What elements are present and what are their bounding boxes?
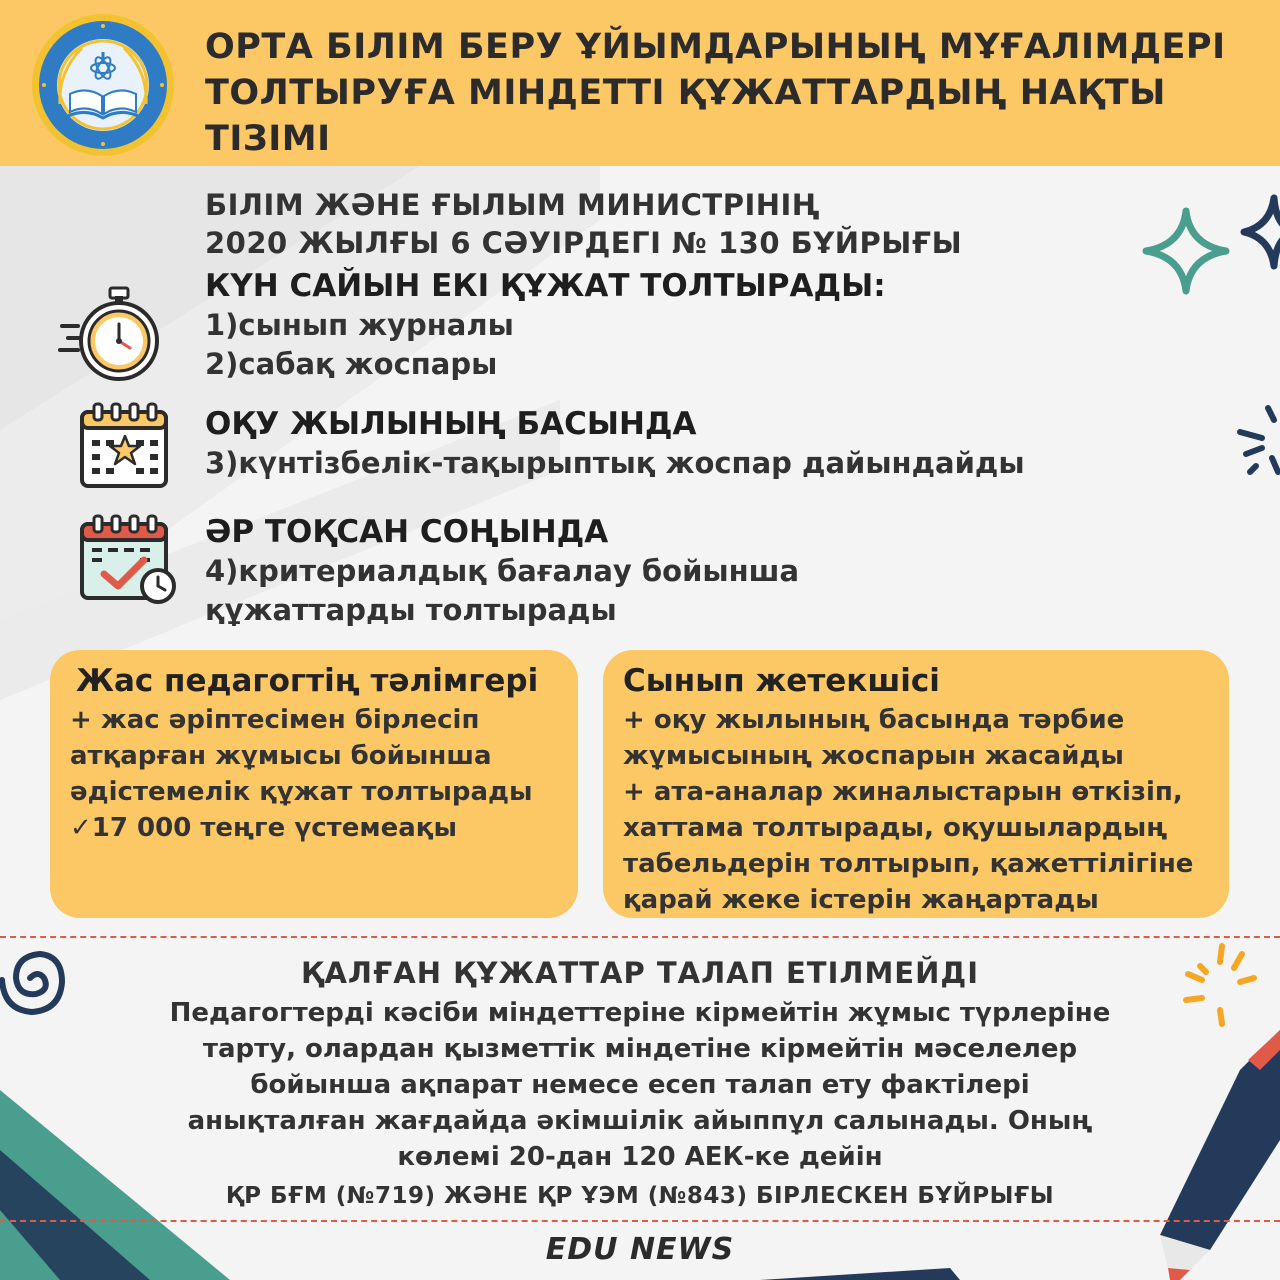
- note-line: Педагогтерді кәсіби міндеттеріне кірмейтін жұмыс түрлеріне: [169, 998, 1111, 1028]
- joint-order: ҚР БҒМ (№719) ЖӘНЕ ҚР ҰЭМ (№843) БІРЛЕСКЕН БҰЙРЫҒЫ: [225, 1183, 1055, 1209]
- quarter-end-section: [205, 512, 799, 630]
- list-item: құжаттарды толтырады: [205, 593, 617, 627]
- dashed-divider: [0, 1220, 1280, 1222]
- card-title: Сынып жетекшісі: [623, 663, 940, 699]
- dashed-divider: [0, 936, 1280, 938]
- card-line: жұмысының жоспарын жасайды: [623, 741, 1124, 771]
- sparkle-navy-icon: [1234, 192, 1280, 272]
- year-start-section: [205, 404, 1025, 483]
- page-title: ОРТА БІЛІМ БЕРУ ҰЙЫМДАРЫНЫҢ МҰҒАЛІМДЕРІ ТОЛТЫРУҒА МІНДЕТТІ ҚҰЖАТТАРДЫҢ НАҚТЫ ТІЗІМІ: [205, 27, 1226, 159]
- note-line: бойынша ақпарат немесе есеп талап ету фактілері: [250, 1070, 1030, 1100]
- card-title: Жас педагогтің тәлімгері: [76, 663, 539, 699]
- header-banner: [0, 0, 1280, 166]
- class-teacher-card: [603, 650, 1229, 918]
- mentor-card: [50, 650, 578, 918]
- list-item: 2)сабақ жоспары: [205, 347, 498, 381]
- list-item: 1)сынып журналы: [205, 308, 514, 342]
- order-line: 2020 ЖЫЛҒЫ 6 СӘУІРДЕГІ № 130 БҰЙРЫҒЫ: [205, 226, 963, 260]
- card-line: хаттама толтырады, оқушылардың: [623, 813, 1168, 843]
- calendar-check-icon: [78, 514, 178, 606]
- section-heading: ОҚУ ЖЫЛЫНЫҢ БАСЫНДА: [205, 406, 697, 442]
- note-line: көлемі 20-дан 120 АЕК-ке дейін: [397, 1142, 883, 1172]
- brand-label: EDU NEWS: [545, 1232, 735, 1267]
- note-line: тарту, олардан қызметтік міндетіне кірмейтін мәселелер: [202, 1034, 1078, 1064]
- card-line: + жас әріптесімен бірлесіп: [70, 705, 480, 735]
- section-heading: КҮН САЙЫН ЕКІ ҚҰЖАТ ТОЛТЫРАДЫ:: [205, 268, 886, 304]
- note-line: анықталған жағдайда әкімшілік айыппұл салынады. Оның: [187, 1106, 1093, 1136]
- card-line: әдістемелік құжат толтырады: [70, 777, 533, 807]
- calendar-star-icon: [78, 402, 170, 490]
- section-heading: ӘР ТОҚСАН СОҢЫНДА: [205, 514, 609, 550]
- list-item: 4)критериалдық бағалау бойынша: [205, 554, 800, 588]
- ministry-logo: [30, 12, 176, 158]
- sparkle-teal-icon: [1140, 205, 1232, 297]
- card-line: қарай жеке істерін жаңартады: [623, 885, 1099, 915]
- card-line: + оқу жылының басында тәрбие: [623, 705, 1125, 735]
- card-line: табельдерін толтырып, қажеттілігіне: [623, 849, 1194, 879]
- ministry-order: [205, 186, 962, 262]
- list-item: 3)күнтізбелік-тақырыптық жоспар дайындайды: [205, 446, 1025, 480]
- penalty-note: [100, 995, 1180, 1175]
- stopwatch-icon: [58, 286, 162, 382]
- card-line: ✓17 000 теңге үстемеақы: [70, 813, 457, 843]
- card-line: атқарған жұмысы бойынша: [70, 741, 492, 771]
- bottom-title: ҚАЛҒАН ҚҰЖАТТАР ТАЛАП ЕТІЛМЕЙДІ: [300, 956, 980, 990]
- burst-navy-icon: [1232, 402, 1280, 480]
- daily-section: [205, 266, 886, 384]
- card-line: + ата-аналар жиналыстарын өткізіп,: [623, 777, 1183, 807]
- order-line: БІЛІМ ЖӘНЕ ҒЫЛЫМ МИНИСТРІНІҢ: [205, 188, 821, 222]
